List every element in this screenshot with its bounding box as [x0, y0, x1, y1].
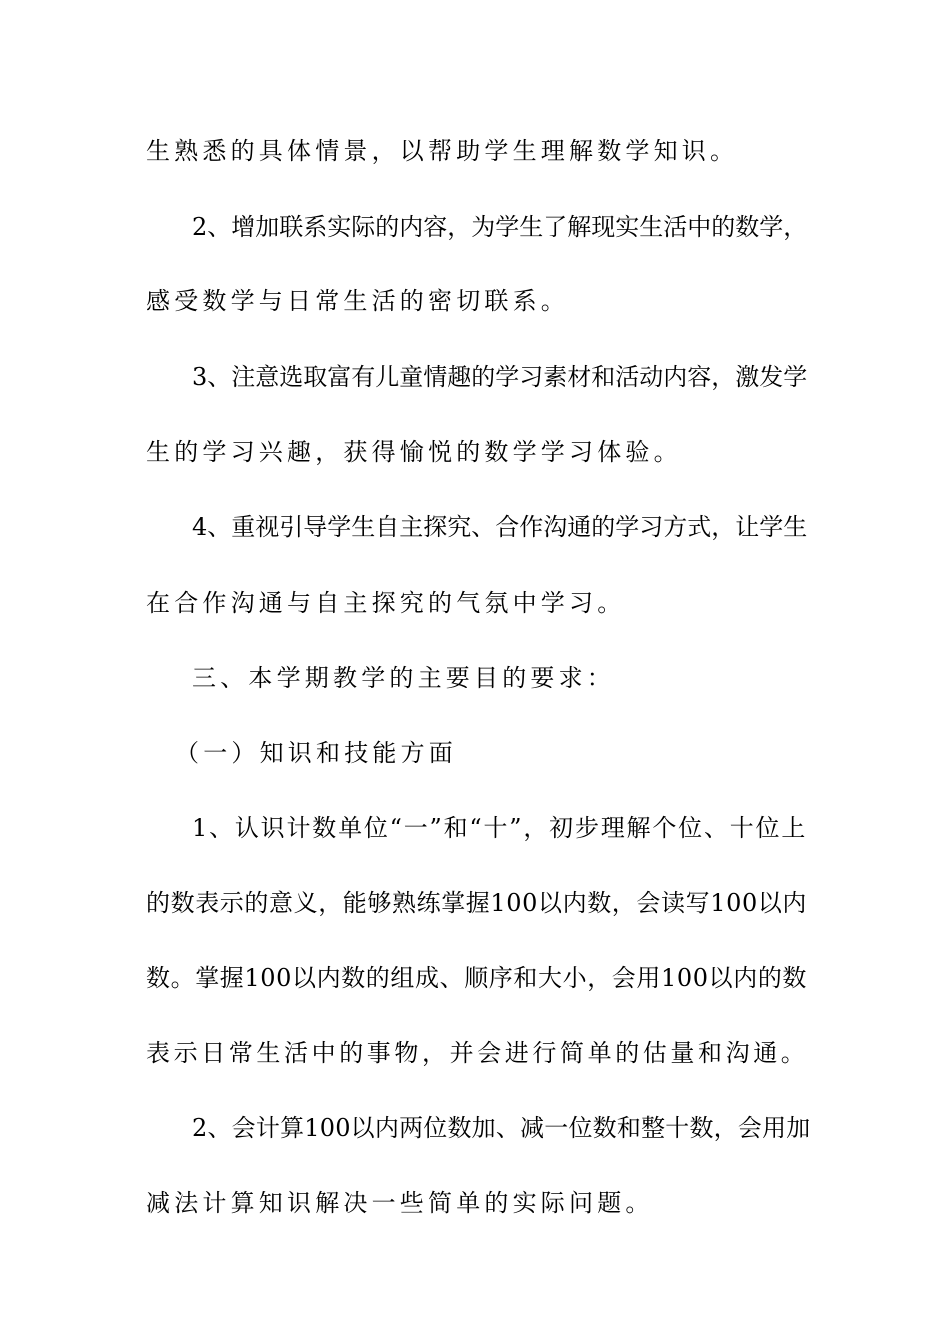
text-line-12: 数。掌握100以内数的组成、顺序和大小，会用100以内的数: [146, 964, 808, 992]
text-line-14: 2、会计算100以内两位数加、减一位数和整十数，会用加: [192, 1114, 811, 1142]
text-line-3: 感受数学与日常生活的密切联系。: [146, 287, 569, 315]
text-line-6: 4、重视引导学生自主探究、合作沟通的学习方式，让学生: [192, 513, 808, 541]
section-heading: 三、本学期教学的主要目的要求：: [192, 664, 615, 692]
text-line-1: 生熟悉的具体情景，以帮助学生理解数学知识。: [146, 137, 739, 165]
subsection-heading: （一）知识和技能方面: [175, 739, 457, 767]
text-line-15: 减法计算知识解决一些简单的实际问题。: [146, 1189, 654, 1217]
text-line-4: 3、注意选取富有儿童情趣的学习素材和活动内容，激发学: [192, 363, 808, 391]
text-line-2: 2、增加联系实际的内容，为学生了解现实生活中的数学，: [192, 213, 808, 241]
text-line-11: 的数表示的意义，能够熟练掌握100以内数，会读写100以内: [146, 889, 808, 917]
text-line-13: 表示日常生活中的事物，并会进行简单的估量和沟通。: [146, 1039, 809, 1067]
text-line-10: 1、认识计数单位“一”和“十”，初步理解个位、十位上: [192, 814, 808, 842]
text-line-7: 在合作沟通与自主探究的气氛中学习。: [146, 589, 626, 617]
text-line-5: 生的学习兴趣，获得愉悦的数学学习体验。: [146, 438, 682, 466]
